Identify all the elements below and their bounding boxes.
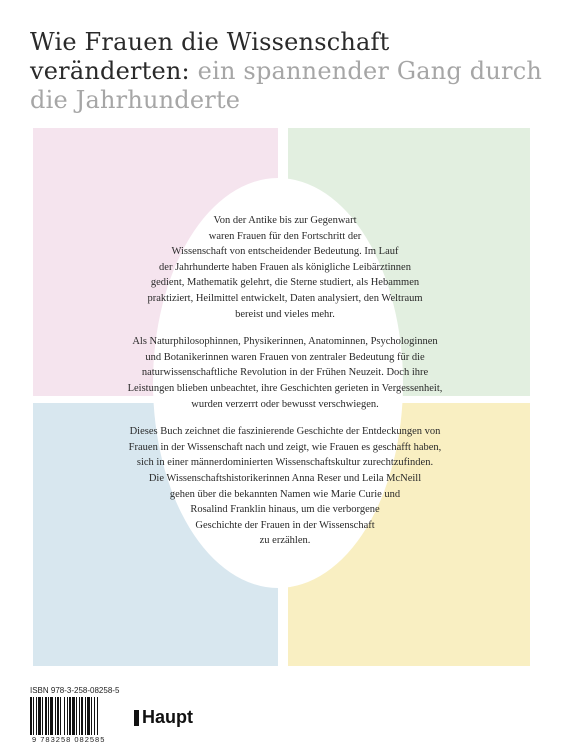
publisher-mark-icon [134, 710, 139, 726]
blurb-line: Von der Antike bis zur Gegenwart [213, 215, 357, 226]
title-light: ein spannender Gang durch die Jahrhunderte [30, 57, 542, 114]
blurb-line: naturwissenschaftliche Revolution in der Frühen Neuzeit. Doch ihre [141, 367, 429, 379]
barcode-bar [64, 697, 65, 735]
barcode-bar [60, 697, 61, 735]
barcode-bar [57, 697, 59, 735]
blurb-line: wurden verzerrt oder bewusst verschwiegen. [191, 398, 379, 410]
barcode-bar [69, 697, 71, 735]
barcode-bar [81, 697, 83, 735]
blurb-line: Als Naturphilosophinnen, Physikerinnen, Anatominnen, Psychologinnen [132, 336, 438, 348]
barcode-bar [91, 697, 92, 735]
barcode-bar [48, 697, 49, 735]
barcode-bar [42, 697, 43, 735]
publisher-name: Haupt [142, 707, 193, 727]
barcode-bar [38, 697, 41, 735]
isbn-label: ISBN 978-3-258-08258-5 [30, 686, 120, 695]
blurb-line: Rosalind Franklin hinaus, um die verborgene [190, 504, 380, 516]
barcode-bar [76, 697, 77, 735]
blurb-paragraph-3 [80, 424, 490, 549]
barcode-bar [50, 697, 53, 735]
blurb-line: sich in einer männerdominierten Wissenschaftskultur zurechtzufinden. [136, 457, 434, 469]
book-title [30, 28, 550, 115]
barcode-bar [45, 697, 47, 735]
blurb-line: gedient, Mathematik gelehrt, die Sterne studiert, als Hebammen [150, 277, 420, 289]
barcode-bar [36, 697, 37, 735]
blurb-paragraph-2 [80, 334, 490, 412]
blurb-text [80, 213, 490, 549]
barcode-icon [30, 697, 124, 737]
blurb-line: Dieses Buch zeichnet die faszinierende Geschichte der Entdeckungen von [129, 426, 441, 438]
barcode-bar [67, 697, 68, 735]
title-dark: Wie Frauen die Wissenschaft veränderten: [30, 28, 390, 85]
barcode-bar [79, 697, 80, 735]
blurb-line: und Botanikerinnen waren Frauen von zentraler Bedeutung für die [145, 351, 425, 363]
blurb-line: Leistungen blieben unbeachtet, ihre Geschichten gerieten in Vergessenheit, [127, 382, 443, 394]
barcode-bar [94, 697, 95, 735]
blurb-line: praktiziert, Heilmittel entwickelt, Daten analysiert, den Weltraum [147, 292, 423, 304]
barcode-bar [87, 697, 90, 735]
blurb-line: der Jahrhunderte haben Frauen als königliche Leibärztinnen [159, 261, 411, 273]
barcode-digits: 9 783258 082585 [32, 735, 106, 744]
barcode-bar [55, 697, 56, 735]
blurb-line: gehen über die bekannten Namen wie Marie Curie und [169, 488, 401, 500]
blurb-line: bereist und vieles mehr. [235, 308, 335, 320]
blurb-line: zu erzählen. [259, 535, 311, 547]
publisher-logo [134, 707, 193, 728]
barcode-bar [85, 697, 86, 735]
blurb-line: Wissenschaft von entscheidender Bedeutung. Im Lauf [171, 246, 399, 258]
blurb-line: Geschichte der Frauen in der Wissenschaft [195, 519, 375, 531]
blurb-paragraph-1 [80, 213, 490, 322]
barcode-bar [30, 697, 32, 735]
blurb-line: Frauen in der Wissenschaft nach und zeigt, wie Frauen es geschafft haben, [128, 441, 442, 453]
barcode-bar [33, 697, 34, 735]
blurb-line: Die Wissenschaftshistorikerinnen Anna Reser und Leila McNeill [148, 472, 422, 484]
barcode-bar [97, 697, 98, 735]
barcode-bar [72, 697, 75, 735]
blurb-line: waren Frauen für den Fortschritt der [208, 230, 362, 242]
